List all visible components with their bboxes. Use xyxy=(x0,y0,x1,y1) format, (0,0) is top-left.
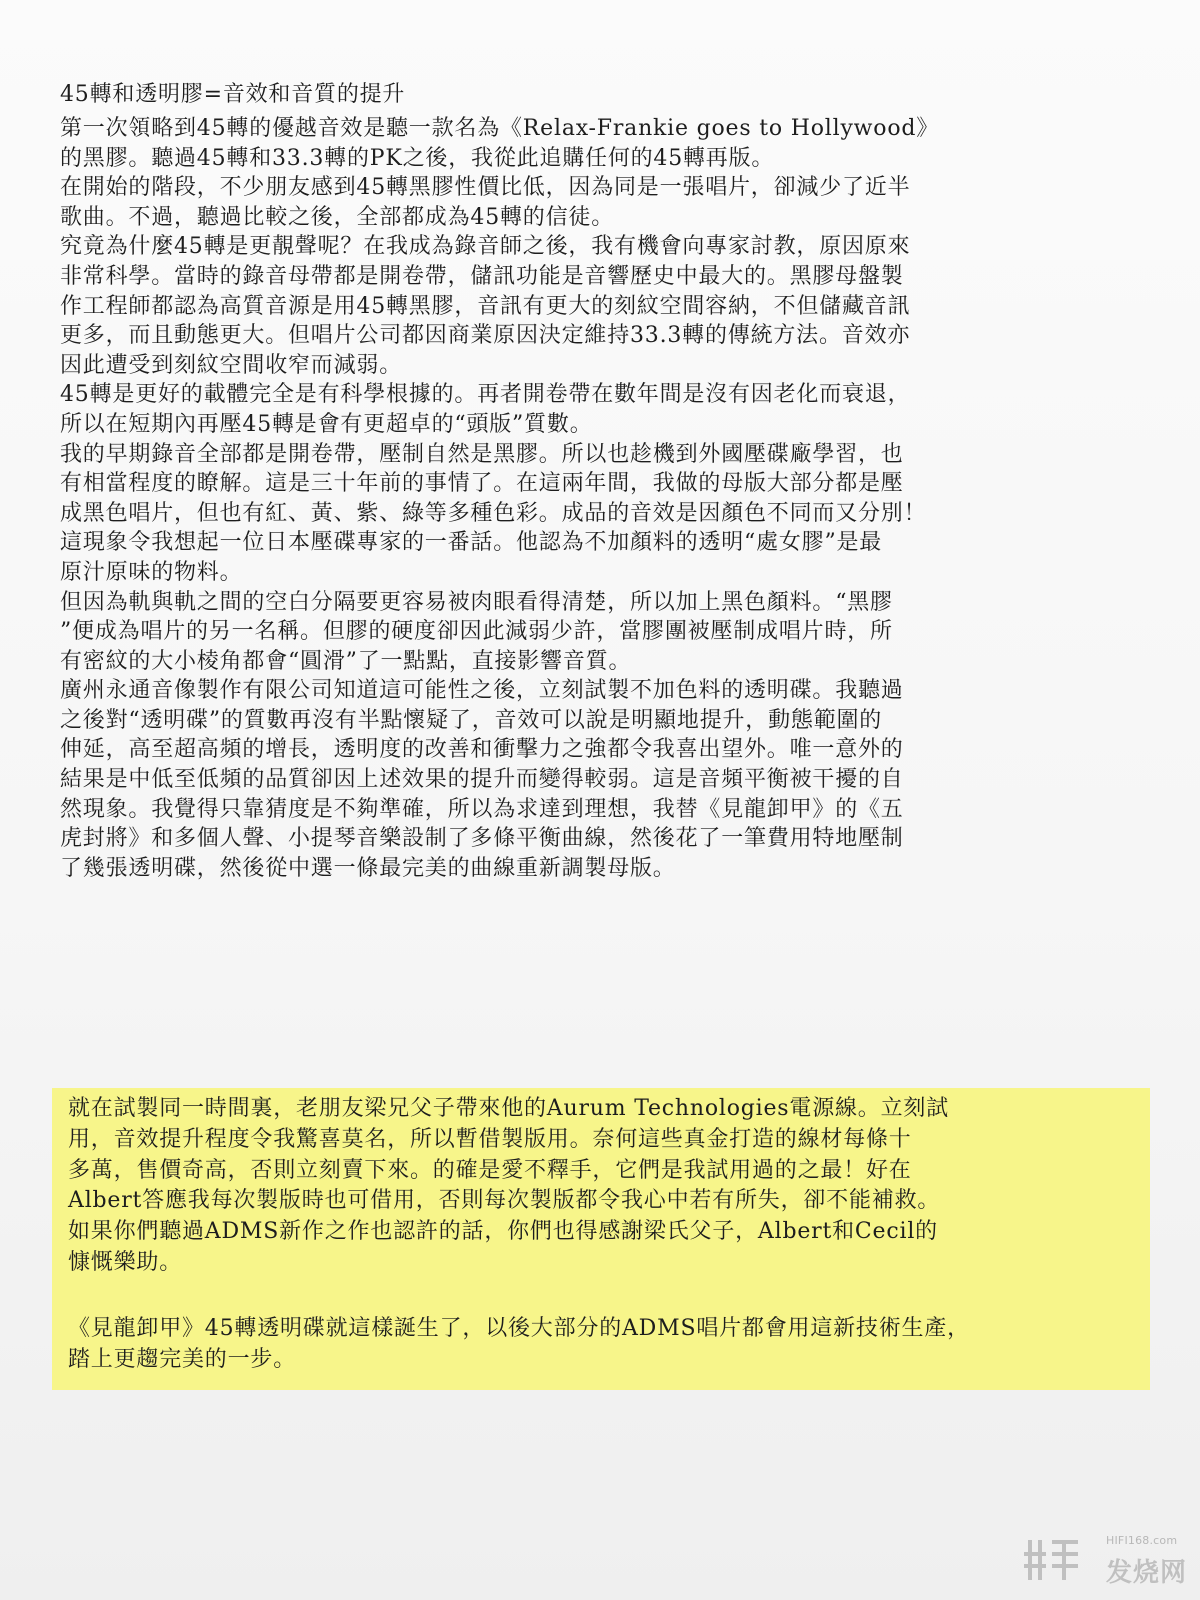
watermark xyxy=(1022,1524,1188,1594)
watermark-name: 发烧网 xyxy=(1106,1558,1188,1588)
document-title: 45轉和透明膠=音效和音質的提升 xyxy=(60,82,406,107)
highlighted-paragraph-1: 就在試製同一時間裏，老朋友梁兄父子帶來他的Aurum Technologies電源線。立刻試 用，音效提升程度令我驚喜莫名，所以暫借製版用。奈何這些真金打造的線材每條十 多萬，售價奇高，否則立刻賣下來。的確是愛不釋手，它們是我試用過的之最！好在 Albert答應我每次製版時也可借用，否則每次製版都令我心中若有所失，卻不能補救。 如果你們聽過ADMS新作之作也認許的話，你們也得感謝梁氏父子，Albert和Cecil的 慷慨樂助。 xyxy=(68,1096,949,1275)
watermark-site: HIFI168.com xyxy=(1106,1534,1178,1547)
watermark-logo-icon xyxy=(1022,1530,1082,1590)
main-body-text: 第一次領略到45轉的優越音效是聽一款名為《Relax-Frankie goes to Hollywood》 的黑膠。聽過45轉和33.3轉的PK之後，我從此追購任何的45轉再版。 在開始的階段，不少朋友感到45轉黑膠性價比低，因為同是一張唱片，卻減少了近半 歌曲。不過，聽過比較之後，全部都成為45轉的信徒。 究竟為什麼45轉是更靚聲呢？在我成為錄音師之後，我有機會向專家討教，原因原來 非常科學。當時的錄音母帶都是開卷帶，儲訊功能是音響歷史中最大的。黑膠母盤製 作工程師都認為高質音源是用45轉黑膠，音訊有更大的刻紋空間容納，不但儲藏音訊 更多，而且動態更大。但唱片公司都因商業原因決定維持33.3轉的傳統方法。音效亦 因此遭受到刻紋空間收窄而減弱。 45轉是更好的載體完全是有科學根據的。再者開卷帶在數年間是沒有因老化而衰退， 所以在短期內再壓45轉是會有更超卓的“頭版”質數。 我的早期錄音全部都是開卷帶，壓制自然是黑膠。所以也趁機到外國壓碟廠學習，也 有相當程度的瞭解。這是三十年前的事情了。在這兩年間，我做的母版大部分都是壓 成黑色唱片，但也有紅、黃、紫、綠等多種色彩。成品的音效是因顏色不同而又分別！ 這現象令我想起一位日本壓碟專家的一番話。他認為不加顏料的透明“處女膠”是最 原汁原味的物料。 但因為軌與軌之間的空白分隔要更容易被肉眼看得清楚，所以加上黑色顏料。“黑膠 ”便成為唱片的另一名稱。但膠的硬度卻因此減弱少許，當膠團被壓制成唱片時，所 有密紋的大小棱角都會“圓滑”了一點點，直接影響音質。 廣州永通音像製作有限公司知道這可能性之後，立刻試製不加色料的透明碟。我聽過 之後對“透明碟”的質數再沒有半點懷疑了，音效可以說是明顯地提升，動態範圍的 伸延，高至超高頻的增長，透明度的改善和衝擊力之強都令我喜出望外。唯一意外的 結果是中低至低頻的品質卻因上述效果的提升而變得較弱。這是音頻平衡被干擾的自 然現象。我覺得只靠猜度是不夠準確，所以為求達到理想，我替《見龍卸甲》的《五 虎封將》和多個人聲、小提琴音樂設制了多條平衡曲線，然後花了一筆費用特地壓制 了幾張透明碟，然後從中選一條最完美的曲線重新調製母版。 xyxy=(60,116,940,881)
highlighted-paragraph-2: 《見龍卸甲》45轉透明碟就這樣誕生了，以後大部分的ADMS唱片都會用這新技術生產， 踏上更趨完美的一步。 xyxy=(68,1316,970,1372)
